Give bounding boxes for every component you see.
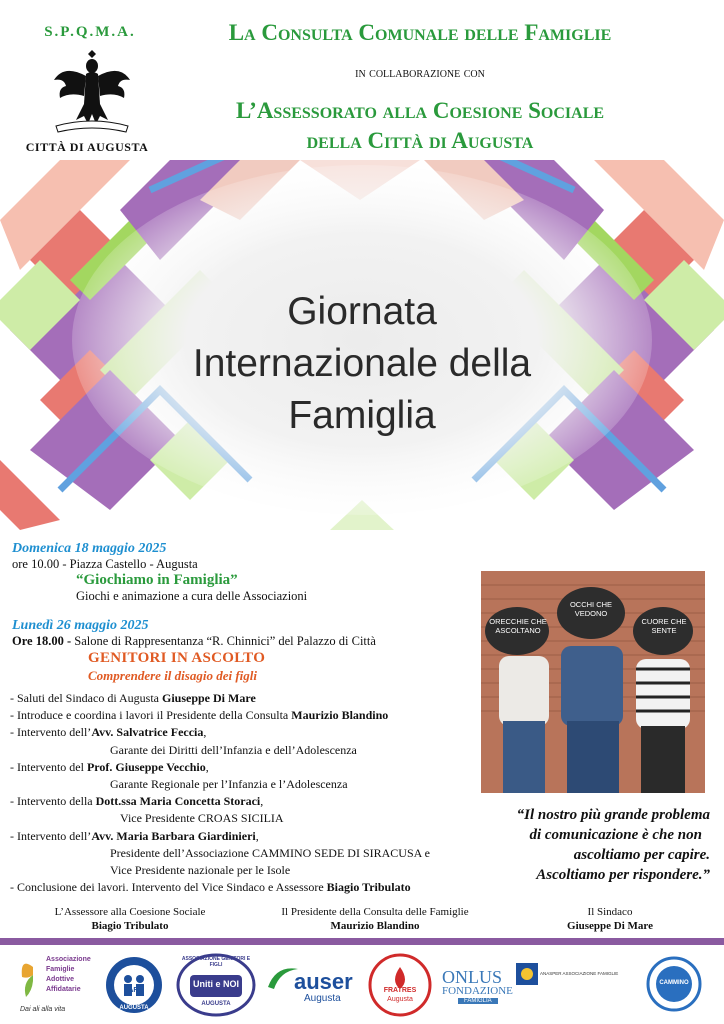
program-item-role: Vice Presidente CROAS SICILIA (120, 811, 284, 826)
program-item: - Intervento dell’Avv. Maria Barbara Giardinieri, (10, 828, 259, 843)
header-consulta: La Consulta Comunale delle Famiglie (228, 20, 612, 45)
event2-title: GENITORI IN ASCOLTO (88, 650, 266, 666)
header-assessorato: L’Assessorato alla Coesione Sociale (235, 98, 605, 123)
sign-eyes: OCCHI CHE VEDONO (569, 600, 613, 618)
event2-time-place (12, 634, 376, 649)
event1-time-place: ore 10.00 - Piazza Castello - Augusta (12, 557, 198, 571)
program-item: - Conclusione dei lavori. Intervento del Vice Sindaco e Assessore Biagio Tribulato (10, 880, 411, 895)
event-main-title (150, 286, 574, 442)
spqma-text: S.P.Q.M.A. (44, 24, 136, 40)
logo-fratres (368, 953, 432, 1017)
program-list (10, 690, 480, 896)
title-line-2: Internazionale della (192, 342, 532, 385)
butterfly-icon (20, 957, 46, 1003)
header-citta: della Città di Augusta (306, 128, 534, 153)
program-item: - Intervento del Prof. Giuseppe Vecchio, (10, 759, 209, 774)
program-item-role: Presidente dell’Associazione CAMMINO SEDE DI SIRACUSA e (110, 845, 430, 860)
city-name: CITTÀ DI AUGUSTA (25, 140, 149, 154)
divider-bar (0, 938, 724, 945)
event2-place: Salone di Rappresentanza “R. Chinnici” del Palazzo di Città (71, 634, 376, 648)
sign-heart: CUORE CHE SENTE (641, 617, 687, 635)
event1-subtitle: Giochi e animazione a cura delle Associazioni (76, 589, 308, 603)
event2-subtitle: Comprendere il disagio dei figli (88, 668, 257, 683)
eagle-emblem-icon (50, 44, 134, 136)
event1-title: “Giochiamo in Famiglia” (76, 572, 238, 588)
header-collaboration: in collaborazione con (355, 66, 485, 81)
sponsor-logos: Associazione Famiglie Adottive Affidatarie Dai ali alla vita AFI AUGUSTA ASSOCIAZIONE GENITORI E FIGLI Uniti e NOI AUGUSTA auser Augusta FRATRES Augusta ONLUS FONDAZIONE FAMIGLIA ANASPER ASSOCIAZIONE FAMIGLIE CAMMINO (0, 945, 724, 1024)
program-item: - Intervento della Dott.ssa Maria Concetta Storaci, (10, 794, 264, 809)
program-item: - Introduce e coordina i lavori il Presidente della Consulta Maurizio Blandino (10, 708, 389, 723)
title-line-1: Giornata (287, 290, 437, 333)
sign-ears: ORECCHIE CHE ASCOLTANO (489, 617, 547, 635)
signature-sindaco: Il Sindaco Giuseppe Di Mare (567, 906, 653, 932)
quote: “Il nostro più grande problema di comunicazione è che non ascoltiamo per capire. Ascoltiamo per rispondere.” (516, 807, 710, 883)
title-line-3: Famiglia (288, 394, 436, 437)
anasper-icon (516, 963, 538, 985)
program-item-role: Garante dei Diritti dell’Infanzia e dell’Adolescenza (110, 742, 357, 757)
program-item: - Intervento dell’Avv. Salvatrice Feccia, (10, 725, 207, 740)
signature-presidente: Il Presidente della Consulta delle Famiglie Maurizio Blandino (281, 906, 469, 932)
signature-assessore: L’Assessore alla Coesione Sociale Biagio Tribulato (54, 906, 206, 932)
program-item-role: Garante Regionale per l’Infanzia e l’Adolescenza (110, 777, 348, 792)
program-item-role: Vice Presidente nazionale per le Isole (110, 863, 291, 878)
event2-date: Lunedì 26 maggio 2025 (12, 618, 149, 633)
event2-time: Ore 18.00 - (12, 634, 72, 648)
event1-date: Domenica 18 maggio 2025 (12, 541, 167, 556)
program-item: - Saluti del Sindaco di Augusta Giuseppe Di Mare (10, 691, 256, 705)
logo-famiglie-adottive: Associazione Famiglie Adottive Affidatarie Dai ali alla vita (20, 956, 91, 1013)
